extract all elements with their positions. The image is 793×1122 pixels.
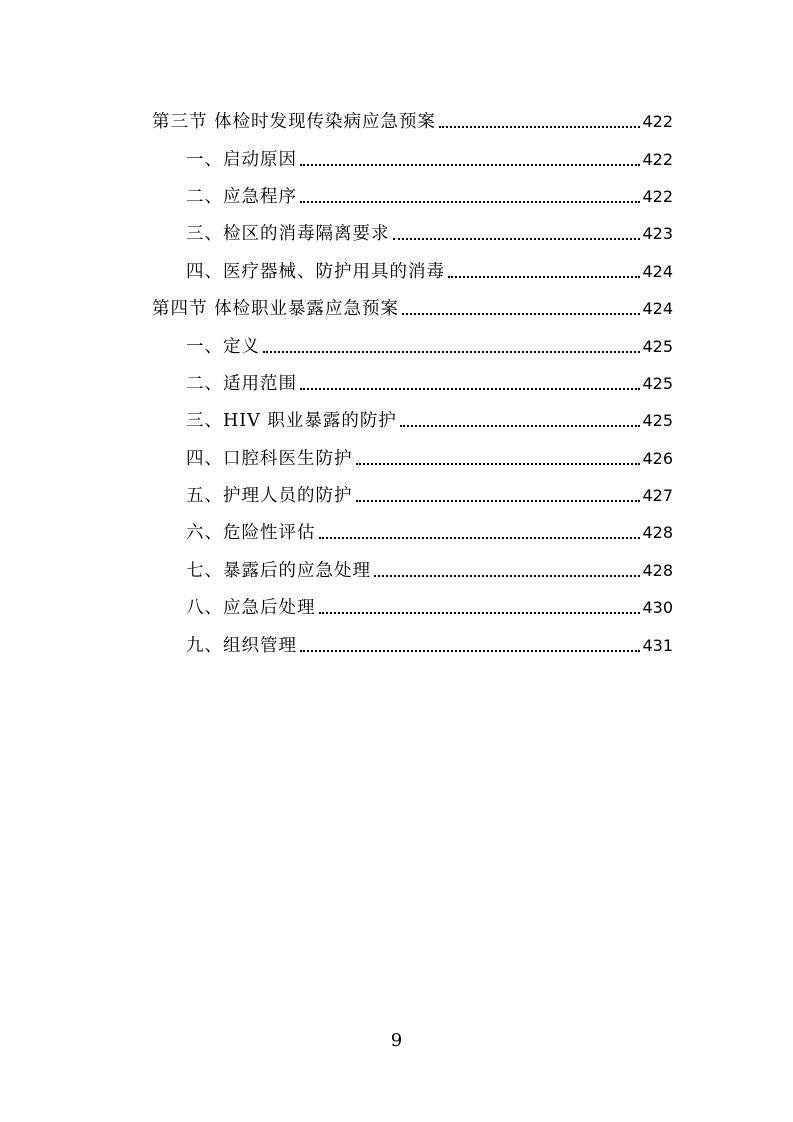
toc-entry-page: 422 <box>642 186 673 206</box>
toc-entry[interactable] <box>186 482 673 507</box>
toc-entry-title: 八、应急后处理 <box>186 598 316 619</box>
dot-leader <box>402 313 640 315</box>
toc-entry-page: 426 <box>642 448 673 468</box>
dot-leader <box>393 238 641 240</box>
toc-row <box>0 364 793 401</box>
toc-row <box>0 139 793 176</box>
dot-leader <box>439 126 640 128</box>
toc-row <box>0 513 793 550</box>
toc-entry-title: 七、暴露后的应急处理 <box>186 560 371 581</box>
dot-leader <box>300 388 640 390</box>
toc-entry-title: 第四节 体检职业暴露应急预案 <box>152 299 400 320</box>
toc-row <box>0 625 793 662</box>
toc-entry[interactable] <box>186 519 673 544</box>
toc-entry[interactable] <box>186 632 673 657</box>
toc-entry[interactable] <box>186 333 673 358</box>
toc-entry-page: 422 <box>642 112 673 132</box>
toc-entry-title: 一、启动原因 <box>186 149 297 170</box>
toc-entry-section-3[interactable] <box>152 108 673 133</box>
toc-row <box>0 588 793 625</box>
toc-entry-page: 427 <box>642 486 673 506</box>
toc-entry-title: 一、定义 <box>186 336 260 357</box>
toc-entry[interactable] <box>186 370 673 395</box>
toc-row <box>0 476 793 513</box>
dot-leader <box>300 650 640 652</box>
page-number: 9 <box>390 1030 403 1051</box>
toc-entry-title: 六、危险性评估 <box>186 523 316 544</box>
toc-entry[interactable] <box>186 258 673 283</box>
toc-entry-title: 第三节 体检时发现传染病应急预案 <box>152 112 437 133</box>
dot-leader <box>356 463 641 465</box>
toc-entry[interactable] <box>186 557 673 582</box>
toc-entry-title: 三、检区的消毒隔离要求 <box>186 224 390 245</box>
dot-leader <box>300 201 640 203</box>
toc-entry[interactable] <box>186 146 673 171</box>
toc-row <box>0 102 793 139</box>
toc-entry-page: 422 <box>642 149 673 169</box>
toc-entry-page: 428 <box>642 523 673 543</box>
dot-leader <box>319 537 641 539</box>
toc-entry[interactable] <box>186 220 673 245</box>
toc-row <box>0 326 793 363</box>
toc-entry[interactable] <box>186 594 673 619</box>
toc-row <box>0 289 793 326</box>
toc-entry[interactable] <box>186 445 673 470</box>
toc-entry-page: 424 <box>642 261 673 281</box>
toc-row <box>0 214 793 251</box>
toc-row <box>0 177 793 214</box>
toc-entry-title: 三、HIV 职业暴露的防护 <box>186 411 397 432</box>
toc-row <box>0 252 793 289</box>
toc-entry-page: 430 <box>642 598 673 618</box>
toc-entry-section-4[interactable] <box>152 295 673 320</box>
toc-row <box>0 401 793 438</box>
toc-entry[interactable] <box>186 407 673 432</box>
dot-leader <box>400 425 641 427</box>
toc-entry-title: 二、应急程序 <box>186 186 297 207</box>
dot-leader <box>300 164 640 166</box>
toc-row <box>0 439 793 476</box>
toc-entry-page: 425 <box>642 411 673 431</box>
toc-entry-title: 二、适用范围 <box>186 373 297 394</box>
toc-entry-title: 九、组织管理 <box>186 635 297 656</box>
dot-leader <box>263 351 640 353</box>
dot-leader <box>374 575 640 577</box>
dot-leader <box>448 276 640 278</box>
toc-entry-title: 四、口腔科医生防护 <box>186 448 353 469</box>
table-of-contents <box>0 102 793 663</box>
toc-entry-page: 425 <box>642 336 673 356</box>
dot-leader <box>319 612 641 614</box>
dot-leader <box>356 500 641 502</box>
toc-entry-page: 425 <box>642 373 673 393</box>
toc-entry-page: 431 <box>642 635 673 655</box>
toc-entry-page: 424 <box>642 299 673 319</box>
toc-entry[interactable] <box>186 183 673 208</box>
toc-entry-title: 五、护理人员的防护 <box>186 486 353 507</box>
toc-entry-page: 428 <box>642 560 673 580</box>
toc-entry-title: 四、医疗器械、防护用具的消毒 <box>186 261 445 282</box>
toc-entry-page: 423 <box>642 224 673 244</box>
toc-row <box>0 551 793 588</box>
